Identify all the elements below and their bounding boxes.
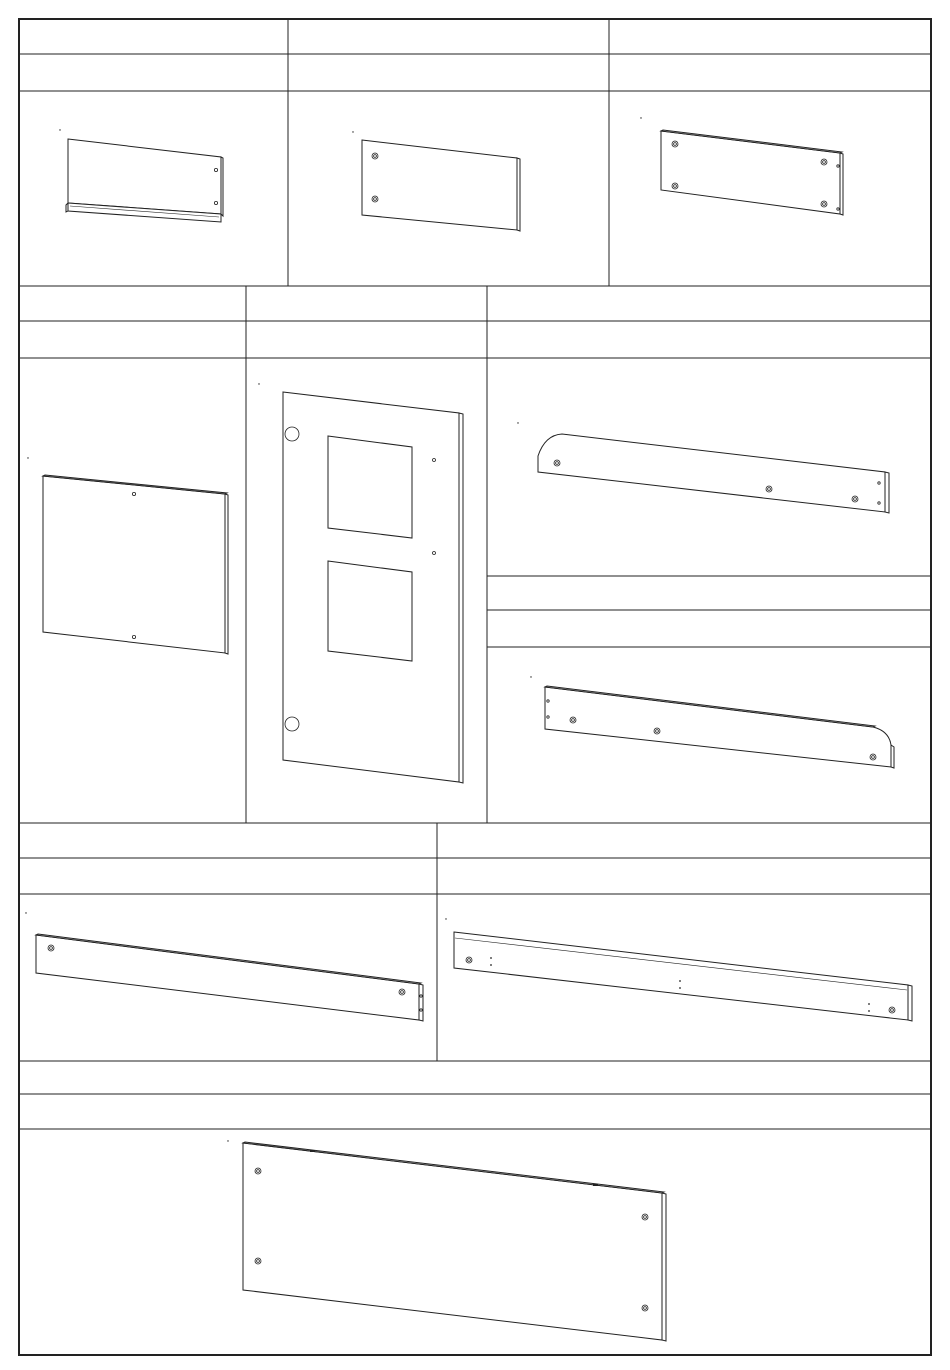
part-drawing-2 <box>352 131 520 231</box>
part-drawing-7 <box>530 676 894 768</box>
row-4-grid <box>19 1094 931 1129</box>
part-drawing-1 <box>59 129 223 222</box>
part-drawing-10 <box>227 1140 666 1341</box>
part-drawing-4 <box>27 457 228 654</box>
part-drawing-6 <box>517 422 889 513</box>
part-name-cell-1 <box>20 55 287 90</box>
part-drawing-8 <box>25 912 423 1021</box>
part-drawing-3 <box>640 117 843 215</box>
part-drawing-5 <box>258 383 463 783</box>
part-drawing-9 <box>445 918 912 1021</box>
part-number-cell-1 <box>20 20 287 53</box>
